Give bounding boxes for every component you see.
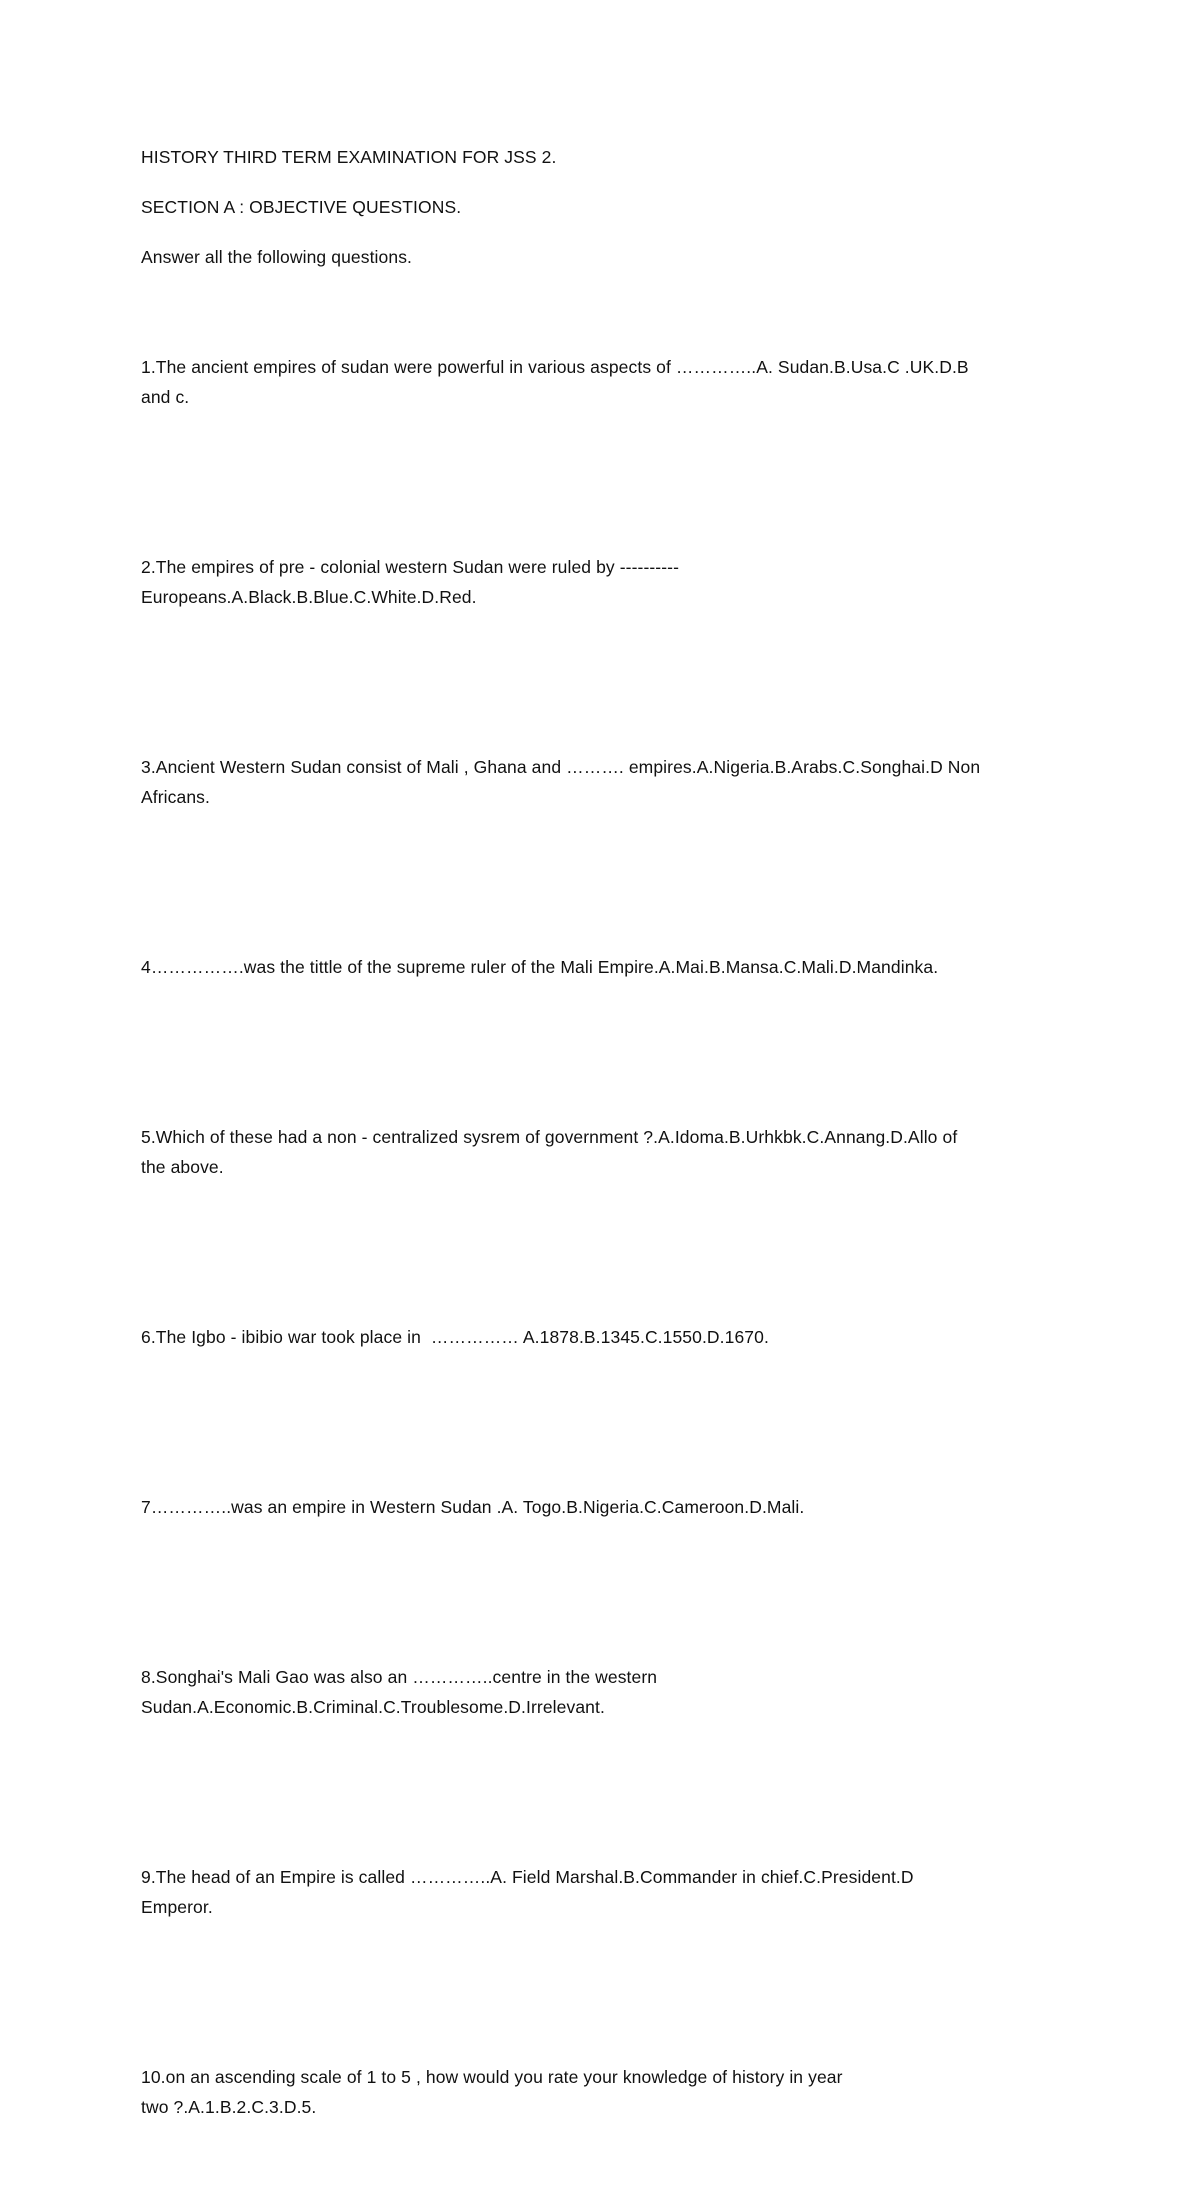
instruction-text: Answer all the following questions. — [141, 247, 413, 267]
question-line: 1.The ancient empires of sudan were powerful in various aspects of …………..A. Sudan.B.Usa.C .UK.D.B — [141, 357, 969, 377]
question-line: two ?.A.1.B.2.C.3.D.5. — [141, 2097, 317, 2117]
question-line: 7…………..was an empire in Western Sudan .A. Togo.B.Nigeria.C.Cameroon.D.Mali. — [141, 1497, 805, 1517]
question-9 — [141, 1802, 1061, 1982]
question-line: Sudan.A.Economic.B.Criminal.C.Troublesome.D.Irrelevant. — [141, 1697, 605, 1717]
question-line: 5.Which of these had a non - centralized sysrem of government ?.A.Idoma.B.Urhkbk.C.Annang.D.Allo of — [141, 1127, 958, 1147]
question-3 — [141, 692, 1061, 872]
question-line: and c. — [141, 387, 190, 407]
document-body — [141, 142, 1061, 2202]
question-line: 4…………….was the tittle of the supreme ruler of the Mali Empire.A.Mai.B.Mansa.C.Mali.D.Mandinka. — [141, 957, 939, 977]
question-line: 3.Ancient Western Sudan consist of Mali , Ghana and ………. empires.A.Nigeria.B.Arabs.C.Songhai.D Non — [141, 757, 981, 777]
question-5 — [141, 1062, 1061, 1242]
question-1 — [141, 292, 1061, 472]
question-line: Emperor. — [141, 1897, 213, 1917]
question-line: 6.The Igbo - ibibio war took place in …………… A.1878.B.1345.C.1550.D.1670. — [141, 1327, 769, 1347]
question-line: 9.The head of an Empire is called …………..A. Field Marshal.B.Commander in chief.C.President.D — [141, 1867, 914, 1887]
question-line: the above. — [141, 1157, 224, 1177]
question-4 — [141, 892, 1061, 1042]
question-8 — [141, 1602, 1061, 1782]
question-7 — [141, 1432, 1061, 1582]
question-line: Africans. — [141, 787, 210, 807]
question-6 — [141, 1262, 1061, 1412]
question-line: Europeans.A.Black.B.Blue.C.White.D.Red. — [141, 587, 477, 607]
question-10 — [141, 2002, 1061, 2182]
question-line: 10.on an ascending scale of 1 to 5 , how would you rate your knowledge of history in year — [141, 2067, 843, 2087]
question-line: 8.Songhai's Mali Gao was also an …………..centre in the western — [141, 1667, 658, 1687]
document-title: HISTORY THIRD TERM EXAMINATION FOR JSS 2. — [141, 147, 557, 167]
question-2 — [141, 492, 1061, 672]
section-heading: SECTION A : OBJECTIVE QUESTIONS. — [141, 197, 462, 217]
question-line: 2.The empires of pre - colonial western Sudan were ruled by ---------- — [141, 557, 680, 577]
